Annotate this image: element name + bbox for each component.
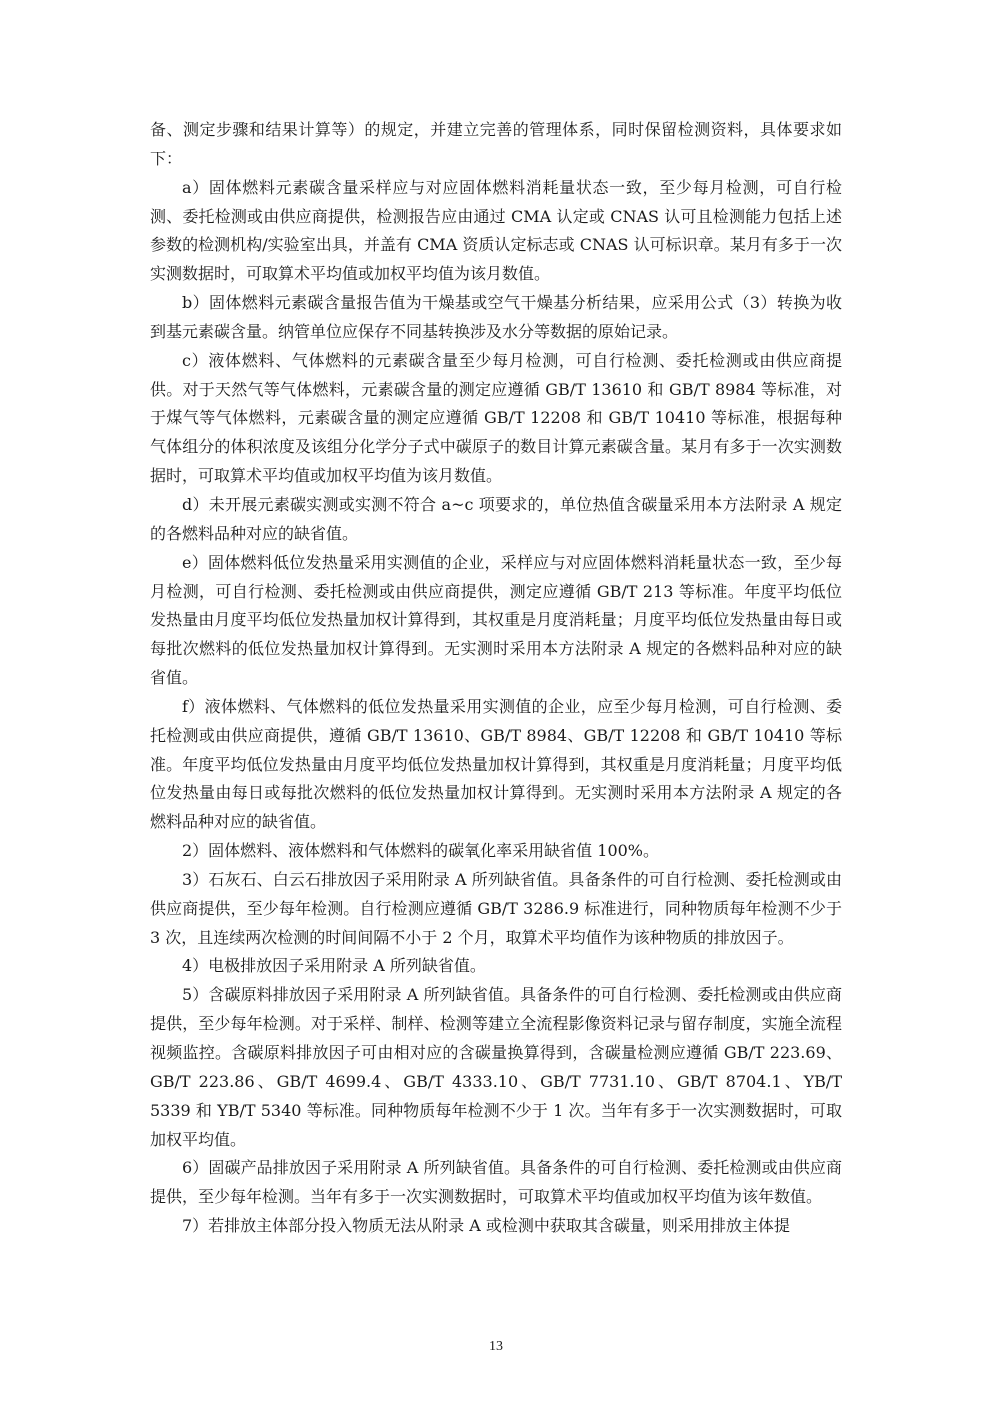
- paragraph-item-6: 6）固碳产品排放因子采用附录 A 所列缺省值。具备条件的可自行检测、委托检测或由供应商提供，至少每年检测。当年有多于一次实测数据时，可取算术平均值或加权平均值为该年数值。: [150, 1158, 842, 1207]
- paragraph-item-3: 3）石灰石、白云石排放因子采用附录 A 所列缺省值。具备条件的可自行检测、委托检测或由供应商提供，至少每年检测。自行检测应遵循 GB/T 3286.9 标准进行，同种物质每年检测不少于 3 次，且连续两次检测的时间间隔不小于 2 个月，取算术平均值作为该种物质的排放因子。: [150, 869, 842, 947]
- paragraph-f: f）液体燃料、气体燃料的低位发热量采用实测值的企业，应至少每月检测，可自行检测、委托检测或由供应商提供，遵循 GB/T 13610、GB/T 8984、GB/T 12208 和 GB/T 10410 等标准。年度平均低位发热量由月度平均低位发热量加权计算得到，其权重是月度消耗量；月度平均低位发热量由每日或每批次燃料的低位发热量加权计算得到。无实测时采用本方法附录 A 规定的各燃料品种对应的缺省值。: [150, 696, 842, 832]
- paragraph-continued: 备、测定步骤和结果计算等）的规定，并建立完善的管理体系，同时保留检测资料，具体要求如下：: [150, 120, 842, 168]
- document-body: [150, 116, 842, 1241]
- paragraph-e: e）固体燃料低位发热量采用实测值的企业，采样应与对应固体燃料消耗量状态一致，至少每月检测，可自行检测、委托检测或由供应商提供，测定应遵循 GB/T 213 等标准。年度平均低位发热量由月度平均低位发热量加权计算得到，其权重是月度消耗量；月度平均低位发热量由每日或每批次燃料的低位发热量加权计算得到。无实测时采用本方法附录 A 规定的各燃料品种对应的缺省值。: [150, 552, 842, 688]
- paragraph-b: b）固体燃料元素碳含量报告值为干燥基或空气干燥基分析结果，应采用公式（3）转换为收到基元素碳含量。纳管单位应保存不同基转换涉及水分等数据的原始记录。: [150, 293, 842, 341]
- paragraph-item-4: 4）电极排放因子采用附录 A 所列缺省值。: [182, 956, 486, 976]
- paragraph-item-7: 7）若排放主体部分投入物质无法从附录 A 或检测中获取其含碳量，则采用排放主体提: [182, 1216, 790, 1236]
- page-number: 13: [489, 1339, 503, 1354]
- paragraph-item-2: 2）固体燃料、液体燃料和气体燃料的碳氧化率采用缺省值 100%。: [182, 841, 660, 861]
- paragraph-d: d）未开展元素碳实测或实测不符合 a~c 项要求的，单位热值含碳量采用本方法附录 A 规定的各燃料品种对应的缺省值。: [150, 494, 842, 543]
- paragraph-item-5: 5）含碳原料排放因子采用附录 A 所列缺省值。具备条件的可自行检测、委托检测或由供应商提供，至少每年检测。对于采样、制样、检测等建立全流程影像资料记录与留存制度，实施全流程视频监控。含碳原料排放因子可由相对应的含碳量换算得到，含碳量检测应遵循 GB/T 223.69、GB/T 223.86、GB/T 4699.4、GB/T 4333.10、GB/T 7731.10、GB/T 8704.1、YB/T 5339 和 YB/T 5340 等标准。同种物质每年检测不少于 1 次。当年有多于一次实测数据时，可取加权平均值。: [150, 985, 842, 1149]
- paragraph-c: c）液体燃料、气体燃料的元素碳含量至少每月检测，可自行检测、委托检测或由供应商提供。对于天然气等气体燃料，元素碳含量的测定应遵循 GB/T 13610 和 GB/T 8984 等标准，对于煤气等气体燃料，元素碳含量的测定应遵循 GB/T 12208 和 GB/T 10410 等标准，根据每种气体组分的体积浓度及该组分化学分子式中碳原子的数目计算元素碳含量。某月有多于一次实测数据时，可取算术平均值或加权平均值为该月数值。: [150, 350, 842, 486]
- paragraph-a: a）固体燃料元素碳含量采样应与对应固体燃料消耗量状态一致，至少每月检测，可自行检测、委托检测或由供应商提供，检测报告应由通过 CMA 认定或 CNAS 认可且检测能力包括上述参数的检测机构/实验室出具，并盖有 CMA 资质认定标志或 CNAS 认可标识章。某月有多于一次实测数据时，可取算术平均值或加权平均值为该月数值。: [150, 177, 842, 284]
